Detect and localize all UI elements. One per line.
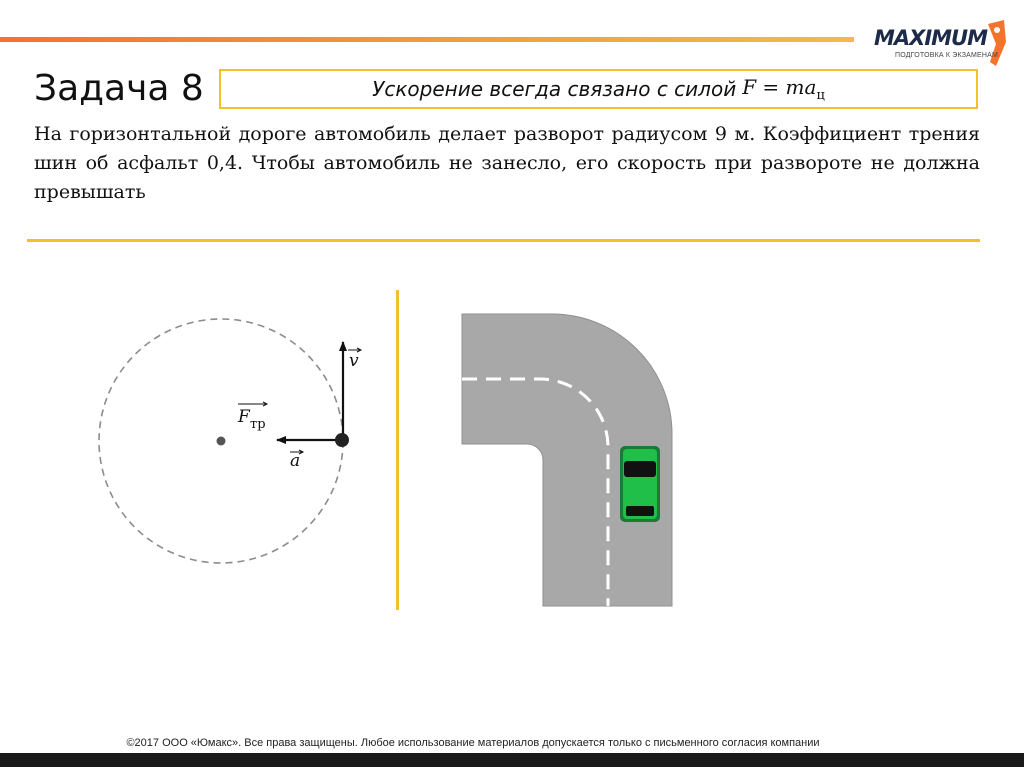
formula-sub: ц — [816, 88, 825, 103]
car-point — [335, 433, 349, 447]
logo-name: MAXIMUM — [874, 26, 988, 50]
velocity-label — [348, 348, 361, 371]
svg-text:F: F — [238, 407, 250, 427]
svg-text:a: a — [290, 451, 301, 471]
formula-prefix: Ускорение всегда связано с силой — [372, 77, 737, 101]
car-icon — [620, 446, 660, 522]
svg-text:тр: тр — [250, 417, 266, 432]
acceleration-label — [290, 450, 303, 471]
logo-subtitle: ПОДГОТОВКА К ЭКЗАМЕНАМ — [895, 52, 999, 59]
problem-text: На горизонтальной дороге автомобиль делает разворот радиусом 9 м. Коэффициент трения шин об асфальт 0,4. Чтобы автомобиль не занесло, его скорость при развороте не должна превышать — [34, 123, 980, 203]
copyright-footer: ©2017 ООО «Юмакс». Все права защищены. Любое использование материалов допускается только с письменного согласия компании — [126, 737, 820, 749]
page-title: Задача 8 — [34, 68, 204, 109]
formula-lhs: F — [742, 75, 757, 99]
formula-eq: = ma — [756, 75, 817, 99]
friction-label — [237, 402, 267, 432]
circle-center — [217, 437, 226, 446]
footer-bar — [0, 753, 1024, 767]
svg-text:v: v — [349, 351, 359, 371]
